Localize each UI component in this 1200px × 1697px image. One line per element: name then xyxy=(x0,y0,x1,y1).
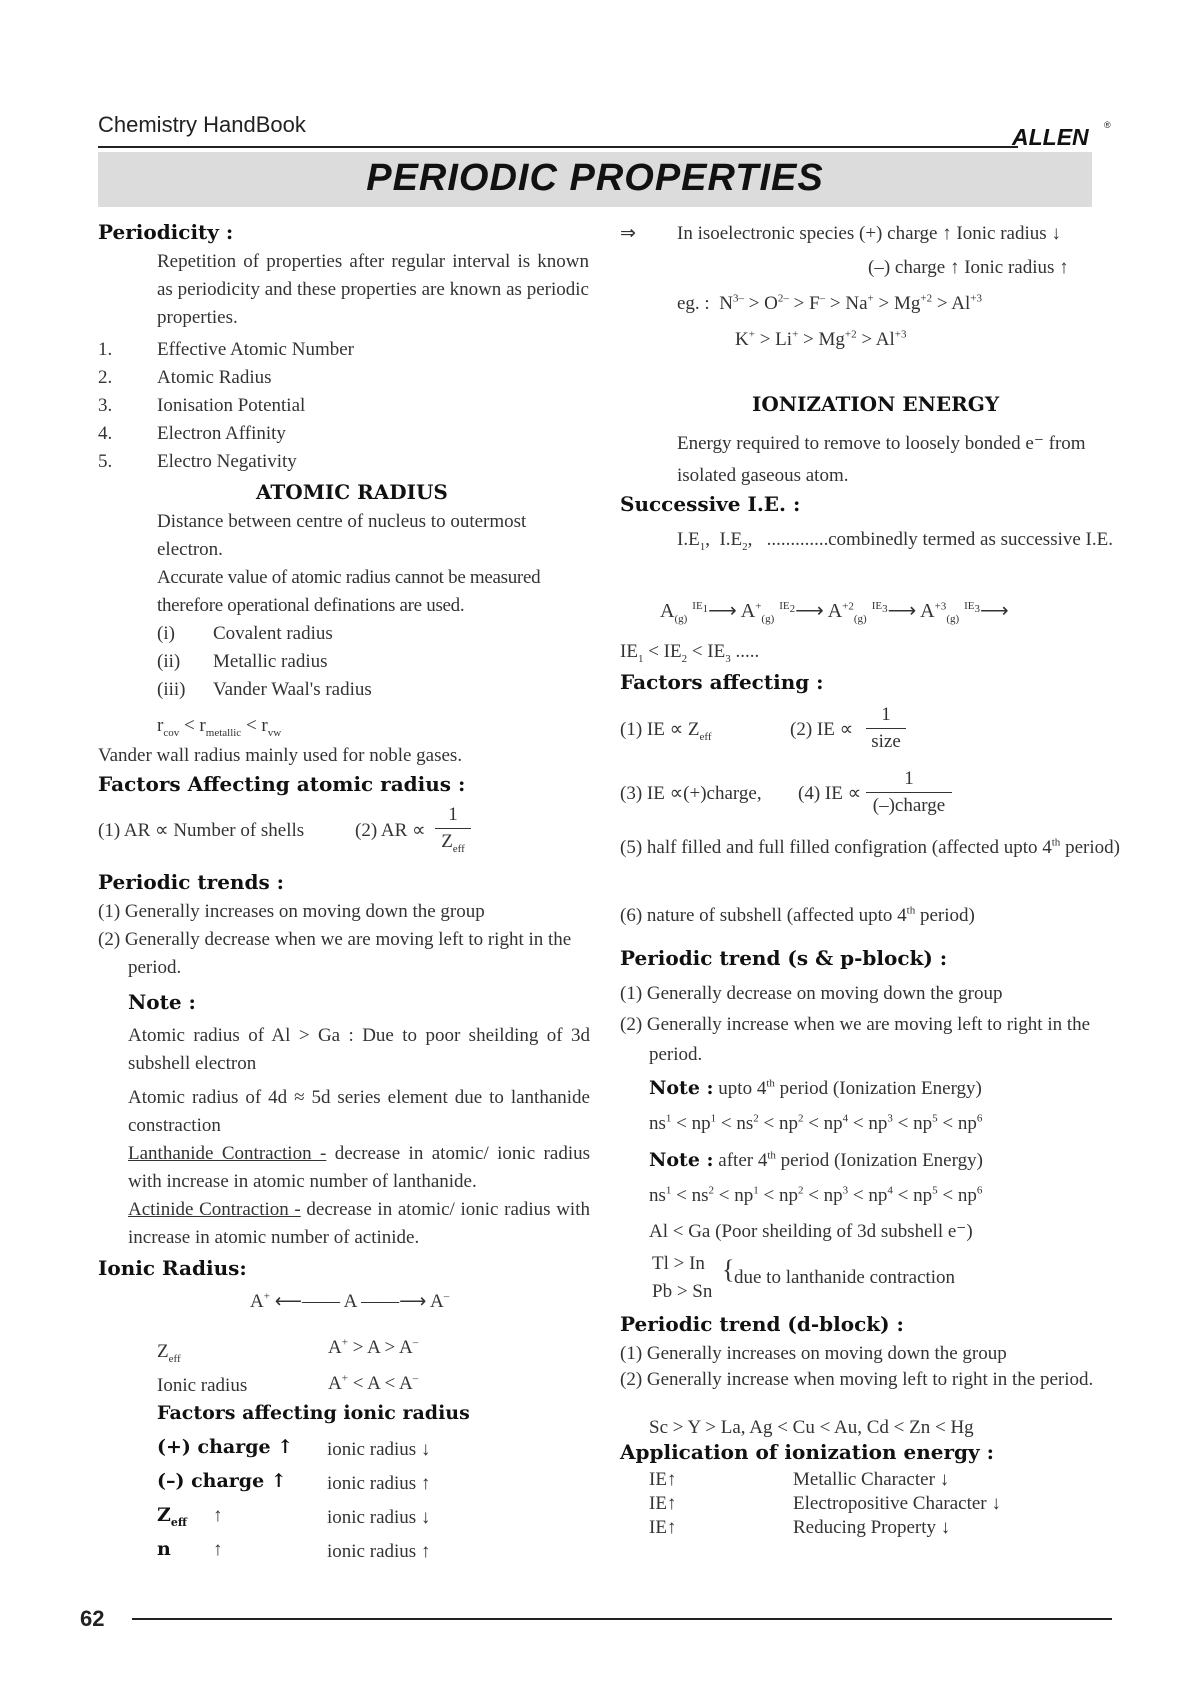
list-number: 3. xyxy=(98,395,113,416)
lanthanide-def: decrease in atomic/ ionic radius with increase in atomic number of lanthanide. xyxy=(128,1143,590,1192)
list-number: (iii) xyxy=(157,679,186,700)
ionic-factor-a: n xyxy=(157,1538,171,1560)
config-order-2: $ns^1 < ns^2 < np^1 < np^2 < np^3 < np^4 < np^5 < np^6$ xyxy=(649,1184,983,1206)
factors-affecting-heading: Factors affecting : xyxy=(620,670,824,694)
periodic-trend-d-heading: Periodic trend (d-block) : xyxy=(620,1312,904,1336)
ar-definition: Distance between centre of nucleus to outermost electron. xyxy=(157,511,527,560)
list-item: Covalent radius xyxy=(213,623,333,644)
ar-factor-2 xyxy=(355,817,426,845)
ie-factor-3: (3) IE ∝(+)charge, xyxy=(620,783,762,804)
periodic-trend-sp-heading: Periodic trend (s & p-block) : xyxy=(620,946,948,970)
d-trend-2: (2) Generally increase when moving left to right in the period. xyxy=(620,1369,1094,1390)
ie-factor-6: (6) nature of subshell (affected upto 4th period) xyxy=(620,904,975,926)
tl-in: Tl > In xyxy=(652,1253,705,1274)
list-item: Vander Waal's radius xyxy=(213,679,372,700)
list-number: 2. xyxy=(98,367,113,388)
footer-rule xyxy=(132,1618,1112,1620)
lanthanide-term: Lanthanide Contraction - xyxy=(128,1143,327,1164)
al-ga-note: Al < Ga (Poor sheilding of 3d subshell e⁻) xyxy=(649,1221,973,1242)
ar-factor-1: (1) AR ∝ Number of shells xyxy=(98,820,305,841)
zeff-label: $Z_{eff}$ xyxy=(157,1341,181,1365)
app-value: Metallic Character ↓ xyxy=(793,1469,950,1490)
ionic-factor-a: ↑ xyxy=(213,1505,223,1526)
list-number: (ii) xyxy=(157,651,181,672)
isoelectronic-text-2: (–) charge ↑ Ionic radius ↑ xyxy=(868,257,1069,278)
periodicity-text: Repetition of properties after regular interval is known as periodicity and these properties are known as periodic properties. xyxy=(157,251,589,328)
ionic-radius-order: A+ < A < A– xyxy=(328,1372,419,1394)
list-number: (i) xyxy=(157,623,175,644)
ie-factor-5: (5) half filled and full filled configration (affected upto 4th period) xyxy=(620,836,1120,858)
ar-accuracy: Accurate value of atomic radius cannot be measured therefore operational definations are used. xyxy=(157,567,541,616)
ionic-factor-b: ionic radius ↑ xyxy=(327,1473,431,1494)
isoelectronic-text: In isoelectronic species (+) charge ↑ Ionic radius ↓ xyxy=(677,223,1061,244)
book-title: Chemistry HandBook xyxy=(98,112,306,137)
note-after-4th: Note : after 4th period (Ionization Energy) xyxy=(649,1149,983,1171)
brand-logo: ALLEN xyxy=(1012,124,1089,150)
ionic-factor-b: ionic radius ↑ xyxy=(327,1541,431,1562)
list-number: 1. xyxy=(98,339,113,360)
lanthanide-contraction-text: due to lanthanide contraction xyxy=(734,1267,956,1288)
registered-mark: ® xyxy=(1104,120,1111,130)
app-value: Reducing Property ↓ xyxy=(793,1517,951,1538)
factors-ionic-heading: Factors affecting ionic radius xyxy=(157,1402,470,1424)
fraction-1-over-size: 1 size xyxy=(866,702,906,755)
ion-formation-scheme: A+ ⟵—— A ——⟶ A– xyxy=(250,1290,450,1312)
up-arrow-icon: ↑ xyxy=(213,1539,223,1560)
successive-ie-heading: Successive I.E. : xyxy=(620,492,801,516)
zeff-order: A+ > A > A– xyxy=(328,1336,419,1358)
actinide-def: decrease in atomic/ ionic radius with increase in atomic number of actinide. xyxy=(128,1199,590,1248)
factors-ar-heading: Factors Affecting atomic radius : xyxy=(98,772,466,796)
application-heading: Application of ionization energy : xyxy=(620,1440,994,1464)
list-number: 5. xyxy=(98,451,113,472)
ionization-sequence: $A_{(g)}$ $^{IE_1}$⟶ $A^+_{(g)}$ $^{IE_2}$⟶ $A^{+2}_{(g)}$ $^{IE_3}$⟶ $A^{+3}_{(g)}$ $^{IE_3}$⟶ xyxy=(660,600,1009,625)
d-trend-3: Sc > Y > La, Ag < Cu < Au, Cd < Zn < Hg xyxy=(649,1417,974,1438)
note-2: Atomic radius of 4d ≈ 5d series element due to lanthanide constraction xyxy=(128,1087,590,1136)
actinide-note xyxy=(128,1196,590,1252)
ionic-factor-b: ionic radius ↓ xyxy=(327,1507,431,1528)
note-heading: Note : xyxy=(128,990,196,1014)
radius-types xyxy=(157,620,372,704)
successive-ie-list: $I.E_1$, $I.E_2$, ............. xyxy=(677,529,829,553)
fraction-1-over-neg-charge: 1 (–)charge xyxy=(866,766,952,819)
note-1: Atomic radius of Al > Ga : Due to poor sheilding of 3d subshell electron xyxy=(128,1025,590,1074)
sp-trend-1: (1) Generally decrease on moving down the group xyxy=(620,983,1003,1004)
note-upto-4th: Note : upto 4th period (Ionization Energy) xyxy=(649,1077,982,1099)
ie-definition: Energy required to remove to loosely bonded e⁻ from isolated gaseous atom. xyxy=(677,433,1086,486)
pb-sn: Pb > Sn xyxy=(652,1281,713,1302)
zeff-symbol: $Z_{eff}$ xyxy=(157,1504,187,1529)
sp-trend-2: (2) Generally increase when we are moving left to right in the period. xyxy=(620,1014,1091,1065)
periodic-trends-heading: Periodic trends : xyxy=(98,870,285,894)
vw-note: Vander wall radius mainly used for noble gases. xyxy=(98,745,463,766)
atomic-radius-heading: ATOMIC RADIUS xyxy=(256,480,448,504)
list-item: Effective Atomic Number xyxy=(157,339,354,360)
trend-1: (1) Generally increases on moving down the group xyxy=(98,901,485,922)
ionization-energy-heading: IONIZATION ENERGY xyxy=(752,392,1000,416)
brace-icon: { xyxy=(722,1255,735,1284)
trend-2: (2) Generally decrease when we are moving left to right in the period. xyxy=(98,929,572,978)
successive-ie-text: combinedly termed as successive I.E. xyxy=(828,529,1113,550)
fraction-1-over-zeff: 1 $Z_{eff}$ xyxy=(435,802,471,855)
app-value: Electropositive Character ↓ xyxy=(793,1493,1001,1514)
app-key: IE↑ xyxy=(649,1493,677,1514)
page-number: 62 xyxy=(80,1606,105,1631)
ie-order: $IE_1 < IE_2 < IE_3$ ..... xyxy=(620,641,760,665)
list-item: Electron Affinity xyxy=(157,423,286,444)
implies-icon: ⇒ xyxy=(620,223,636,244)
list-item: Ionisation Potential xyxy=(157,395,306,416)
header-rule xyxy=(98,146,1018,148)
app-key: IE↑ xyxy=(649,1469,677,1490)
list-item: Atomic Radius xyxy=(157,367,272,388)
page-title: PERIODIC PROPERTIES xyxy=(366,157,824,199)
ionic-radius-heading: Ionic Radius: xyxy=(98,1256,247,1280)
ie-factor-4: (4) IE ∝ xyxy=(798,783,862,804)
iso-example-2: $K^+ > Li^+ > Mg^{+2} > Al^{+3}$ xyxy=(735,328,907,350)
ie-factor-2: (2) IE ∝ xyxy=(790,719,854,740)
list-number: 4. xyxy=(98,423,113,444)
d-trend-1: (1) Generally increases on moving down the group xyxy=(620,1343,1007,1364)
list-item: Electro Negativity xyxy=(157,451,297,472)
list-item: Metallic radius xyxy=(213,651,328,672)
ionic-radius-label: Ionic radius xyxy=(157,1375,248,1396)
app-key: IE↑ xyxy=(649,1517,677,1538)
actinide-term: Actinide Contraction - xyxy=(128,1199,301,1220)
ie-factor-1: (1) IE ∝ $Z_{eff}$ xyxy=(620,719,712,743)
property-list xyxy=(98,336,578,476)
lanthanide-note xyxy=(128,1140,590,1196)
ionic-factor-a: (+) charge ↑ xyxy=(157,1436,294,1458)
iso-example-1: eg. : $N^{3-} > O^{2-} > F^- > Na^+ > Mg^{+2} > Al^{+3}$ xyxy=(677,292,982,314)
config-order-1: $ns^1 < np^1 < ns^2 < np^2 < np^4 < np^3 < np^5 < np^6$ xyxy=(649,1112,983,1134)
ionic-factor-b: ionic radius ↓ xyxy=(327,1439,431,1460)
radius-order: $r_{cov} < r_{metallic} < r_{vw}$ xyxy=(157,715,282,739)
periodicity-heading: Periodicity : xyxy=(98,220,234,244)
ar-factor-2-label: (2) AR ∝ xyxy=(355,820,426,841)
ionic-factor-a: (–) charge ↑ xyxy=(157,1470,287,1492)
